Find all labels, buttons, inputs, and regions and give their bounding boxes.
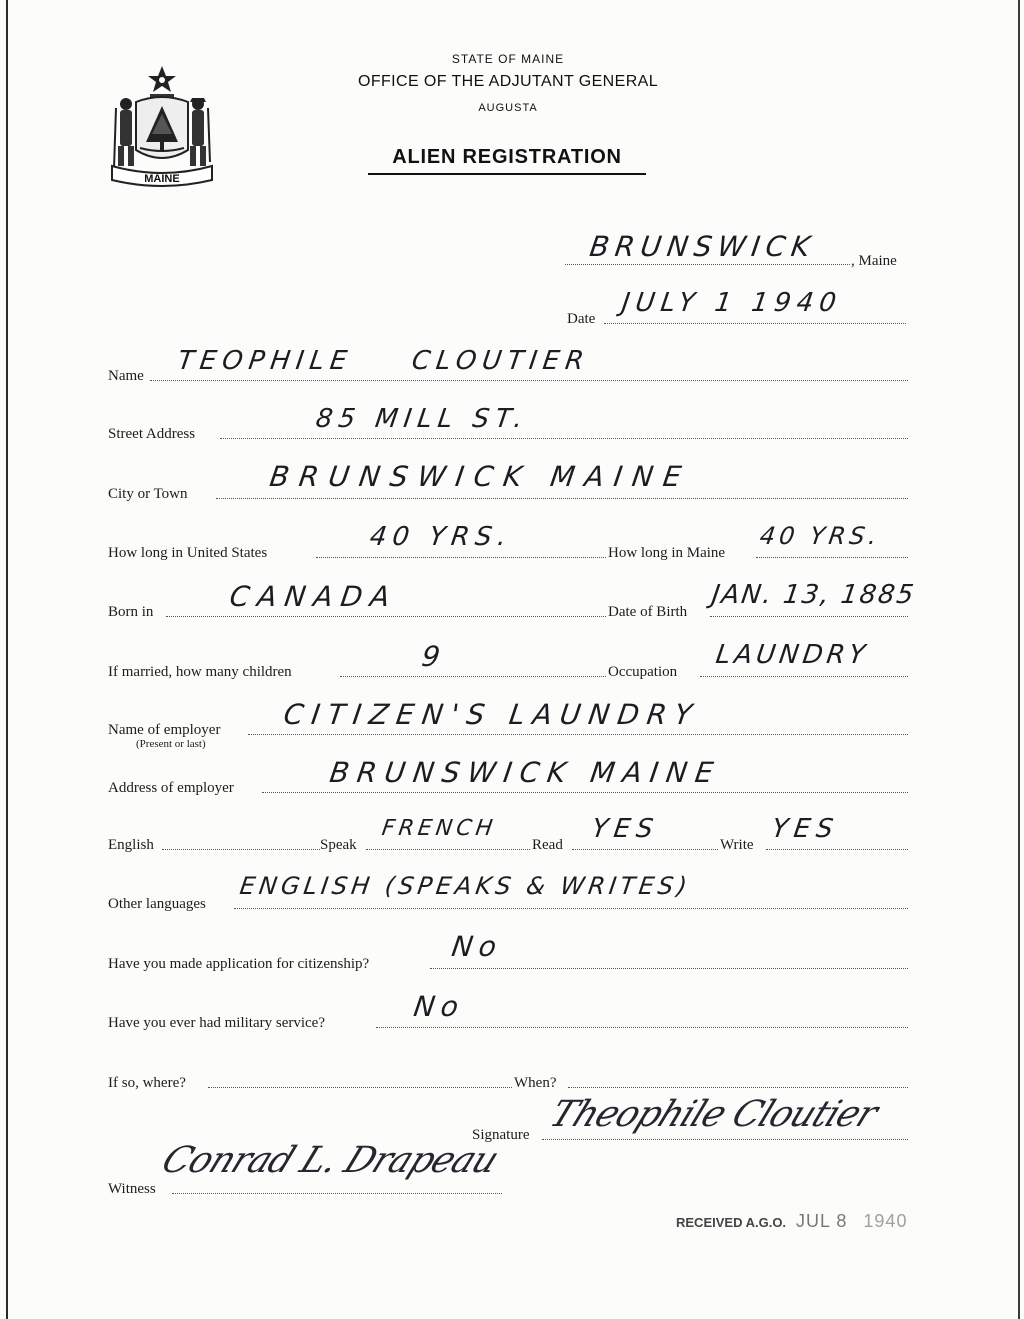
employer-line <box>248 734 908 735</box>
name-first[interactable]: TEOPHILE <box>175 346 355 376</box>
name-last[interactable]: CLOUTIER <box>409 346 592 376</box>
citizenship-label: Have you made application for citizenship? <box>108 956 370 972</box>
received-stamp <box>676 1211 907 1232</box>
date-line <box>604 323 906 324</box>
street-value[interactable]: 85 MILL ST. <box>313 404 531 434</box>
place-value[interactable]: BRUNSWICK <box>587 230 819 263</box>
occupation-label: Occupation <box>608 664 678 680</box>
citizenship-value[interactable]: No <box>449 930 505 963</box>
born-in-value[interactable]: CANADA <box>227 580 400 613</box>
citizenship-line <box>430 968 908 969</box>
years-maine-value[interactable]: 40 YRS. <box>758 522 883 550</box>
header-city: AUGUSTA <box>478 102 538 114</box>
city-value[interactable]: BRUNSWICK MAINE <box>267 460 694 493</box>
write-value[interactable]: YES <box>769 814 841 844</box>
witness-signature[interactable]: Conrad L. Drapeau <box>155 1140 505 1181</box>
employer-sublabel: (Present or last) <box>136 738 206 750</box>
date-value[interactable]: JULY 1 1940 <box>619 288 844 318</box>
title-underline <box>368 173 646 175</box>
speak-label: Speak <box>320 837 357 853</box>
read-value[interactable]: YES <box>589 814 661 844</box>
employer-address-line <box>262 792 908 793</box>
scan-edge-left <box>6 0 8 1319</box>
witness-label: Witness <box>108 1181 156 1197</box>
children-label: If married, how many children <box>108 664 292 680</box>
other-languages-value[interactable]: ENGLISH (SPEAKS & WRITES) <box>238 872 693 900</box>
header-state: STATE OF MAINE <box>451 52 565 66</box>
children-line <box>340 676 606 677</box>
signature-value[interactable]: Theophile Cloutier <box>543 1094 883 1135</box>
when-line <box>568 1087 908 1088</box>
seal-label: MAINE <box>144 173 180 185</box>
dob-line <box>710 616 908 617</box>
street-label: Street Address <box>108 426 196 442</box>
children-value[interactable]: 9 <box>419 640 449 673</box>
employer-value[interactable]: CITIZEN'S LAUNDRY <box>281 698 702 731</box>
military-label: Have you ever had military service? <box>108 1015 325 1031</box>
years-maine-line <box>756 557 908 558</box>
born-in-line <box>166 616 606 617</box>
years-us-label: How long in United States <box>108 545 268 561</box>
employer-address-label: Address of employer <box>108 780 234 796</box>
write-label: Write <box>720 837 754 853</box>
place-line <box>565 264 850 265</box>
speak-line <box>366 849 530 850</box>
header-office: OFFICE OF THE ADJUTANT GENERAL <box>357 73 659 90</box>
speak-value[interactable]: FRENCH <box>380 816 498 841</box>
dob-label: Date of Birth <box>608 604 688 620</box>
where-label: If so, where? <box>108 1075 186 1091</box>
city-line <box>216 498 908 499</box>
military-value[interactable]: No <box>411 990 467 1023</box>
witness-line <box>172 1193 502 1194</box>
born-in-label: Born in <box>108 604 154 620</box>
maine-state-seal-icon <box>108 62 216 190</box>
name-label: Name <box>108 368 144 384</box>
date-label: Date <box>567 311 596 327</box>
write-line <box>766 849 908 850</box>
occupation-value[interactable]: LAUNDRY <box>713 640 871 670</box>
employer-label: Name of employer <box>108 722 221 738</box>
read-line <box>572 849 718 850</box>
stamp-year: 1940 <box>863 1211 908 1231</box>
occupation-line <box>700 676 908 677</box>
military-line <box>376 1027 908 1028</box>
other-languages-label: Other languages <box>108 896 206 912</box>
when-label: When? <box>514 1075 557 1091</box>
form-title: ALIEN REGISTRATION <box>392 146 622 168</box>
place-suffix: , Maine <box>851 253 897 269</box>
dob-value[interactable]: JAN. 13, 1885 <box>709 580 918 610</box>
english-label: English <box>108 837 154 853</box>
signature-line <box>542 1139 908 1140</box>
city-label: City or Town <box>108 486 188 502</box>
scan-edge-right <box>1018 0 1020 1319</box>
employer-address-value[interactable]: BRUNSWICK MAINE <box>327 756 724 789</box>
years-us-value[interactable]: 40 YRS. <box>367 522 515 552</box>
stamp-received: RECEIVED A.G.O. <box>676 1215 787 1230</box>
stamp-date: JUL 8 <box>796 1211 848 1231</box>
where-line <box>208 1087 512 1088</box>
years-maine-label: How long in Maine <box>608 545 726 561</box>
street-line <box>220 438 908 439</box>
other-languages-line <box>234 908 908 909</box>
signature-label: Signature <box>472 1127 530 1143</box>
english-line <box>162 849 320 850</box>
name-line <box>150 380 908 381</box>
read-label: Read <box>532 837 563 853</box>
years-us-line <box>316 557 606 558</box>
